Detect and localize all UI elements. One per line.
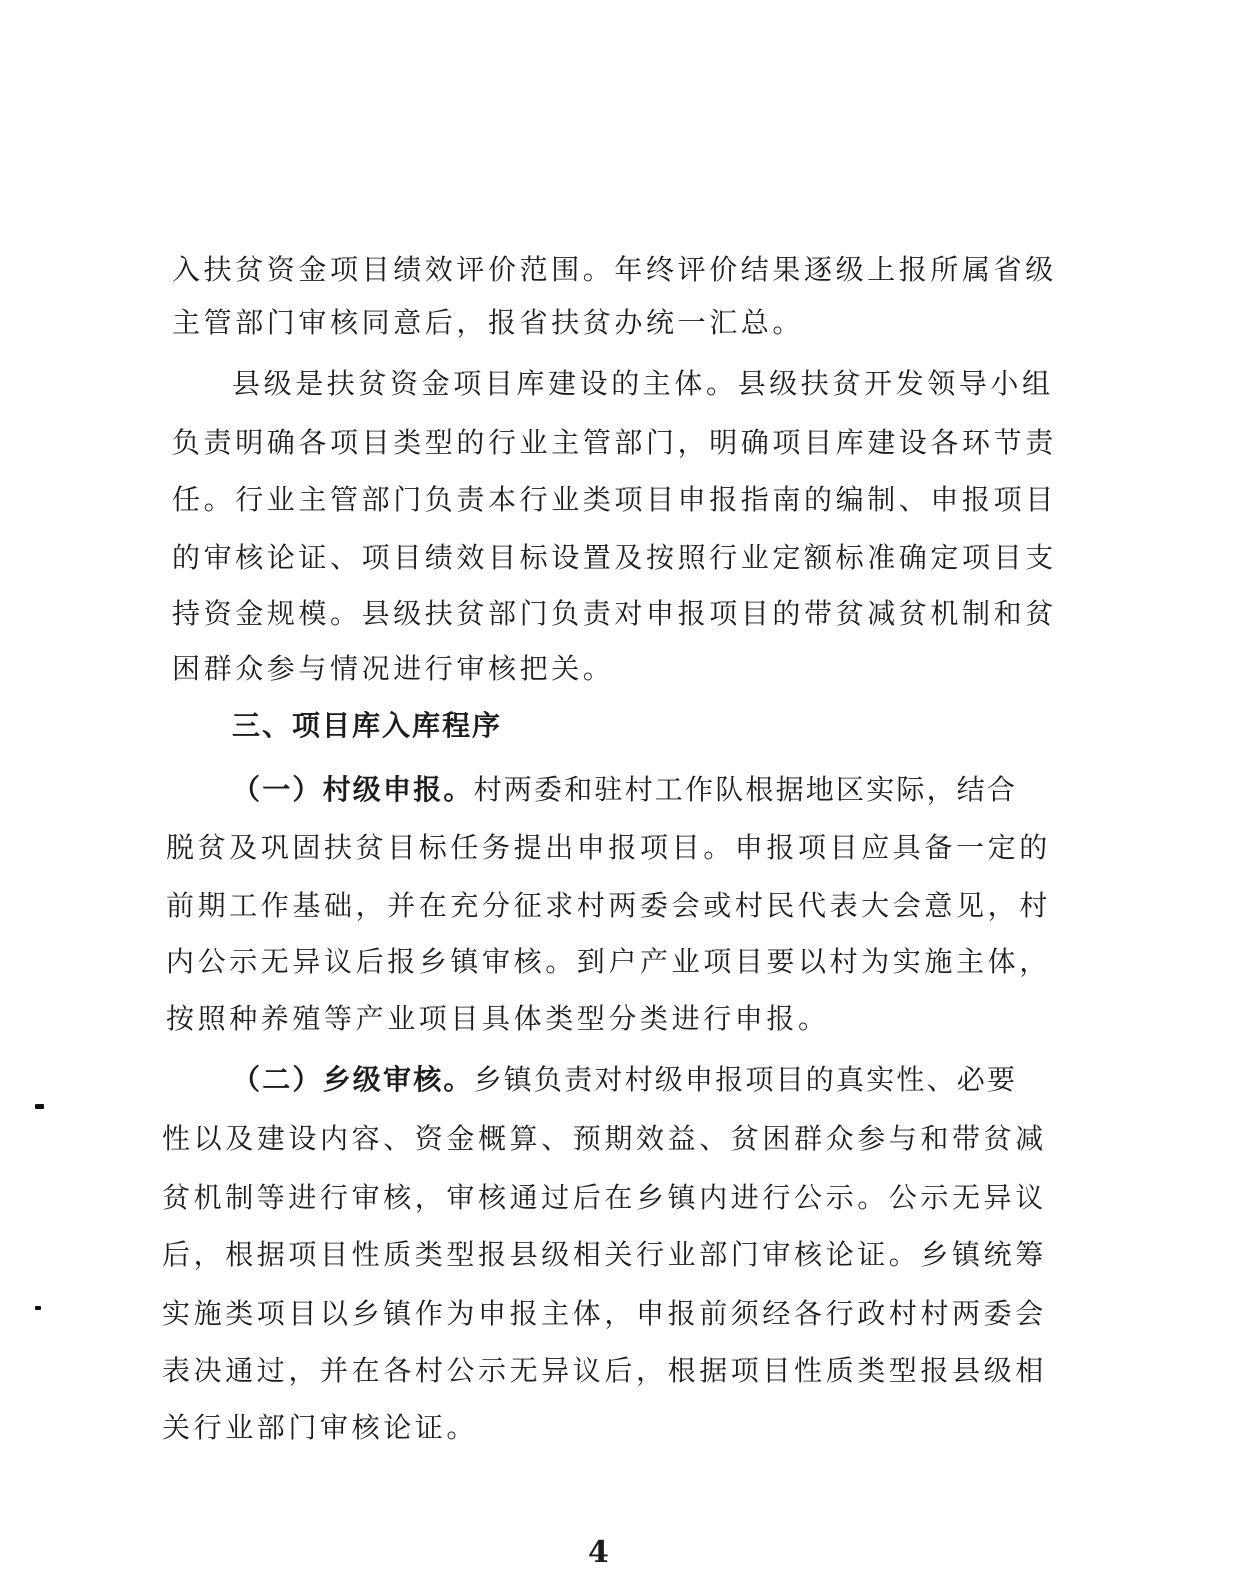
paragraph-text: 村两委和驻村工作队根据地区实际，结合 [473, 773, 1018, 806]
paragraph-text: 乡镇负责对村级申报项目的真实性、必要 [473, 1063, 1018, 1096]
paragraph-line: 的审核论证、项目绩效目标设置及按照行业定额标准确定项目支 [172, 541, 1057, 574]
scan-mark [35, 1104, 44, 1109]
paragraph-line: 困群众参与情况进行审核把关。 [172, 652, 615, 685]
subsection-lead: （一）村级申报。 [232, 773, 474, 806]
section-heading: 三、项目库入库程序 [232, 709, 503, 742]
paragraph-line: 入扶贫资金项目绩效评价范围。年终评价结果逐级上报所属省级 [172, 253, 1057, 286]
paragraph-line: 贫机制等进行审核，审核通过后在乡镇内进行公示。公示无异议 [162, 1181, 1047, 1214]
paragraph-first-line [232, 772, 1017, 808]
subsection-lead: （二）乡级审核。 [232, 1063, 474, 1096]
paragraph-line: 实施类项目以乡镇作为申报主体，申报前须经各行政村村两委会 [162, 1297, 1047, 1330]
paragraph-line: 持资金规模。县级扶贫部门负责对申报项目的带贫减贫机制和贫 [172, 597, 1057, 630]
paragraph-line: 负责明确各项目类型的行业主管部门，明确项目库建设各环节责 [172, 426, 1057, 459]
paragraph-line: 内公示无异议后报乡镇审核。到户产业项目要以村为实施主体， [166, 945, 1051, 978]
page-number: 4 [588, 1535, 609, 1570]
paragraph-line: 前期工作基础，并在充分征求村两委会或村民代表大会意见，村 [166, 889, 1051, 922]
paragraph-line: 后，根据项目性质类型报县级相关行业部门审核论证。乡镇统筹 [162, 1238, 1047, 1271]
paragraph-line: 表决通过，并在各村公示无异议后，根据项目性质类型报县级相 [162, 1354, 1047, 1387]
paragraph-line: 按照种养殖等产业项目具体类型分类进行申报。 [166, 1002, 830, 1035]
scan-mark [35, 1306, 41, 1310]
paragraph-line: 主管部门审核同意后，报省扶贫办统一汇总。 [172, 306, 805, 339]
paragraph-line: 脱贫及巩固扶贫目标任务提出申报项目。申报项目应具备一定的 [166, 831, 1051, 864]
paragraph-first-line [232, 1062, 1017, 1098]
paragraph-line: 县级是扶贫资金项目库建设的主体。县级扶贫开发领导小组 [232, 367, 1054, 400]
paragraph-line: 性以及建设内容、资金概算、预期效益、贫困群众参与和带贫减 [162, 1122, 1047, 1155]
paragraph-line: 任。行业主管部门负责本行业类项目申报指南的编制、申报项目 [172, 483, 1057, 516]
paragraph-line: 关行业部门审核论证。 [162, 1411, 479, 1444]
